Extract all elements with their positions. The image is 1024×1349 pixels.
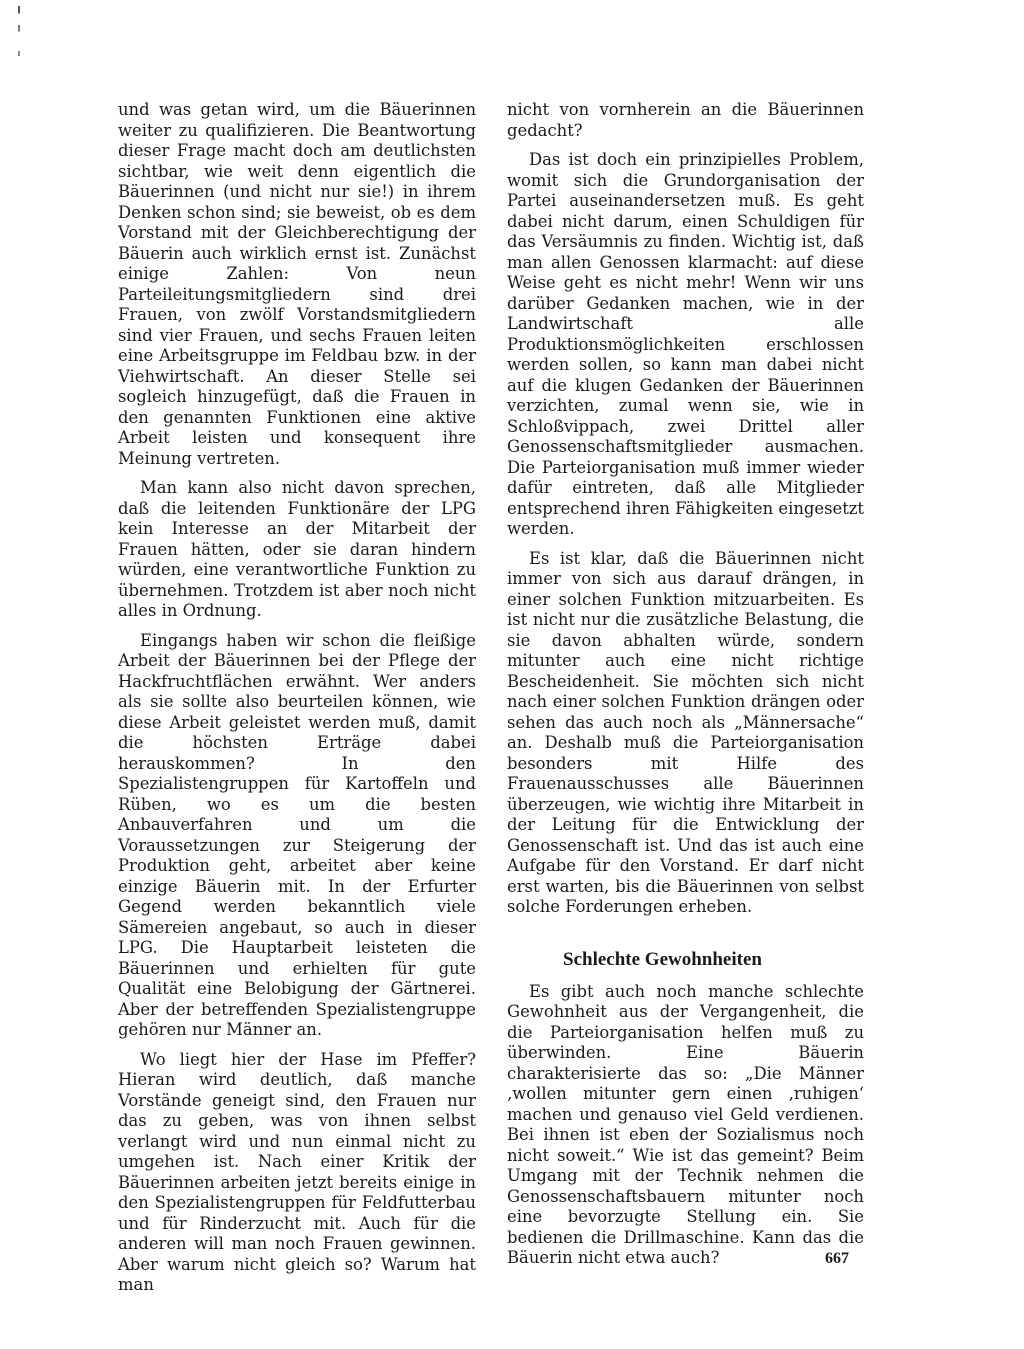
scan-edge-mark	[18, 6, 20, 70]
paragraph: Es ist klar, daß die Bäuerinnen nicht immer von sich aus darauf drängen, in einer solchen Funktion mitzuarbeiten. Es ist nicht nur die zusätzliche Belastung, die sie davon abhalten würde, sondern mitunter auch eine nicht richtige Bescheidenheit. Sie möchten sich nicht nach einer solchen Funktion drängen oder sehen das auch noch als „Männersache“ an. Deshalb muß die Parteiorganisation besonders mit Hilfe des Frauenausschusses alle Bäuerinnen überzeugen, wie wichtig ihre Mitarbeit in der Leitung für die Entwicklung der Genossenschaft ist. Und das ist auch eine Aufgabe für den Vorstand. Er darf nicht erst warten, bis die Bäuerinnen von selbst solche Forderungen erheben.	[507, 548, 864, 916]
paragraph: Eingangs haben wir schon die fleißige Arbeit der Bäuerinnen bei der Pflege der Hackfruchtflächen erwähnt. Wer anders als sie sollte also beurteilen können, wie diese Arbeit geleistet werden muß, damit die höchsten Erträge dabei herauskommen? In den Spezialistengruppen für Kartoffeln und Rüben, wo es um die besten Anbauverfahren und um die Voraussetzungen zur Steigerung der Produktion geht, arbeitet aber keine einzige Bäuerin mit. In der Erfurter Gegend werden bekanntlich viele Sämereien angebaut, so auch in dieser LPG. Die Hauptarbeit leisteten die Bäuerinnen und erhielten für gute Qualität eine Belobigung der Gärtnerei. Aber der betreffenden Spezialistengruppe gehören nur Männer an.	[118, 630, 476, 1039]
paragraph: Das ist doch ein prinzipielles Problem, womit sich die Grundorganisation der Partei auseinandersetzen muß. Es geht dabei nicht darum, einen Schuldigen für das Versäumnis zu finden. Wichtig ist, daß man allen Genossen klarmacht: auf diese Weise geht es nicht mehr! Wenn wir uns darüber Gedanken machen, wie in der Landwirtschaft alle Produktionsmöglichkeiten erschlossen werden sollen, so kann man dabei nicht auf die klugen Gedanken der Bäuerinnen verzichten, zumal wenn sie, wie in Schloßvippach, zwei Drittel aller Genossenschaftsmitglieder ausmachen. Die Parteiorganisation muß immer wieder dafür eintreten, daß alle Mitglieder entsprechend ihren Fähigkeiten eingesetzt werden.	[507, 150, 864, 538]
right-column	[507, 100, 864, 1278]
paragraph: Man kann also nicht davon sprechen, daß die leitenden Funktionäre der LPG kein Interesse an der Mitarbeit der Frauen hätten, oder sie daran hindern würden, eine verantwortliche Funktion zu übernehmen. Trotzdem ist aber noch nicht alles in Ordnung.	[118, 478, 476, 620]
paragraph: und was getan wird, um die Bäuerinnen weiter zu qualifizieren. Die Beantwortung dieser Frage macht doch am deutlichsten sichtbar, wie weit denn eigentlich die Bäuerinnen (und nicht nur sie!) in ihrem Denken schon sind; sie beweist, ob es dem Vorstand mit der Gleichberechtigung der Bäuerin auch wirklich ernst ist. Zunächst einige Zahlen: Von neun Parteileitungsmitgliedern sind drei Frauen, von zwölf Vorstandsmitgliedern sind vier Frauen, und sechs Frauen leiten eine Arbeitsgruppe im Feldbau bzw. in der Viehwirtschaft. An dieser Stelle sei sogleich hinzugefügt, daß die Frauen in den genannten Funktionen eine aktive Arbeit leisten und konsequent ihre Meinung vertreten.	[118, 100, 476, 468]
page-number: 667	[825, 1250, 849, 1267]
paragraph: nicht von vornherein an die Bäuerinnen gedacht?	[507, 100, 864, 140]
left-column	[118, 100, 476, 1305]
paragraph: Es gibt auch noch manche schlechte Gewohnheit aus der Vergangenheit, die die Parteiorganisation helfen muß zu überwinden. Eine Bäuerin charakterisierte das so: „Die Männer ‚wollen mitunter gern einen ‚ruhigen‘ machen und genauso viel Geld verdienen. Bei ihnen ist eben der Sozialismus noch nicht soweit.“ Wie ist das gemeint? Beim Umgang mit der Technik nehmen die Genossenschaftsbauern mitunter noch eine bevorzugte Stellung ein. Sie bedienen die Drillmaschine. Kann das die Bäuerin nicht etwa auch?	[507, 981, 864, 1267]
paragraph: Wo liegt hier der Hase im Pfeffer? Hieran wird deutlich, daß manche Vorstände geneigt sind, den Frauen nur das zu geben, was von ihnen selbst verlangt wird und nun einmal nicht zu umgehen ist. Nach einer Kritik der Bäuerinnen arbeiten jetzt bereits einige in den Spezialistengruppen für Feldfutterbau und für Rinderzucht mit. Auch für die anderen will man noch Frauen gewinnen. Aber warum nicht gleich so? Warum hat man	[118, 1049, 476, 1294]
section-heading: Schlechte Gewohnheiten	[563, 948, 762, 970]
